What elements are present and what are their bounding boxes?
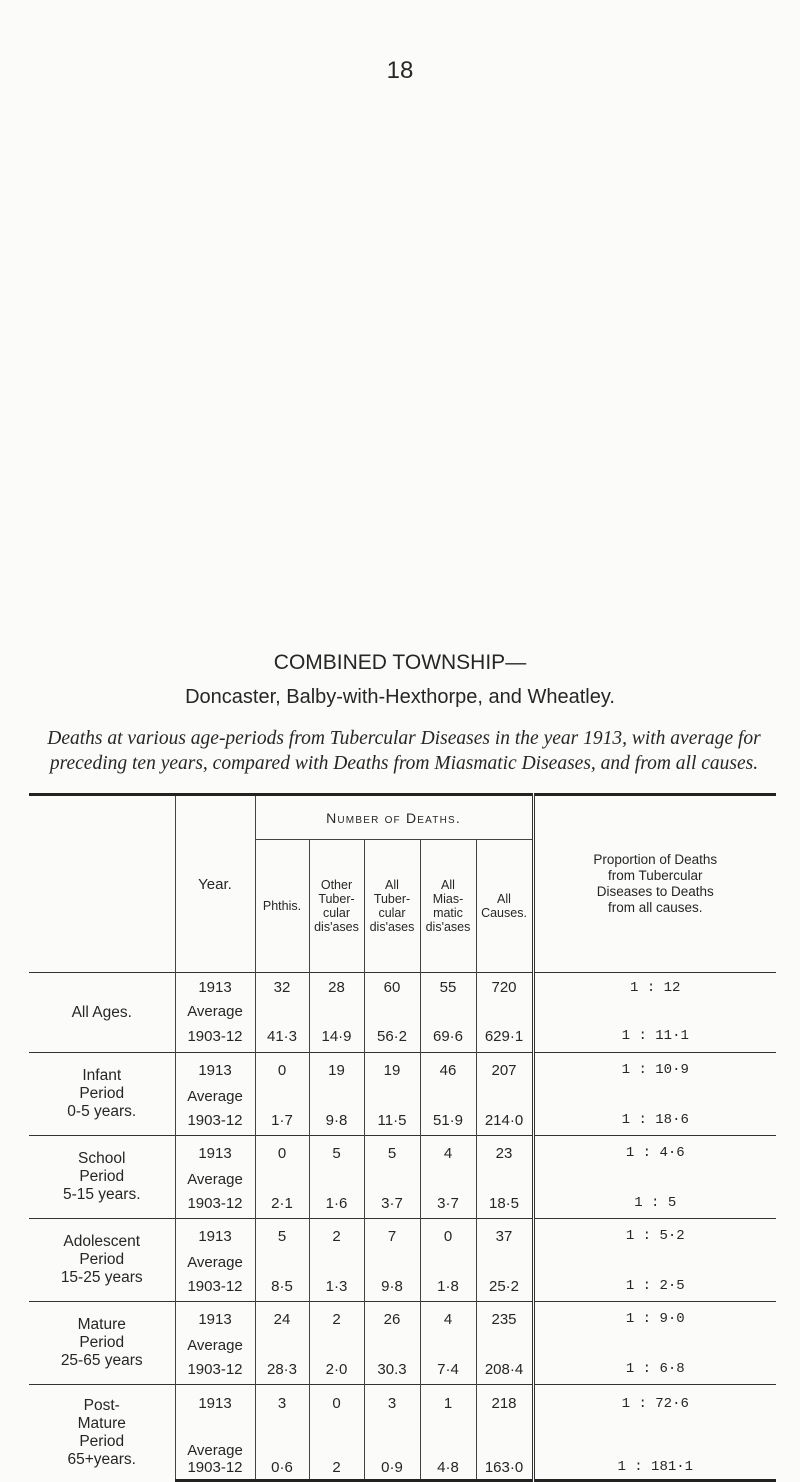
heading-districts: Doncaster, Balby-with-Hexthorpe, and Wheatley.	[185, 686, 615, 708]
table-row: Adolescent Period 15-25 years 1913 5 2 7 0 37 1 : 5·2	[29, 1219, 776, 1254]
table-row: 1903-12 2·1 1·6 3·7 3·7 18·5 1 : 5	[29, 1189, 776, 1219]
table-row: All Ages. 1913 32 28 60 55 720 1 : 12	[29, 973, 776, 1003]
group-label-mature: Mature Period 25-65 years	[29, 1302, 175, 1385]
table-row: 1903-12 41·3 14·9 56·2 69·6 629·1 1 : 11·1	[29, 1021, 776, 1053]
table-row: 1903-12 1·7 9·8 11·5 51·9 214·0 1 : 18·6	[29, 1106, 776, 1136]
group-label-school: School Period 5-15 years.	[29, 1136, 175, 1219]
table-row: 1903-12 8·5 1·3 9·8 1·8 25·2 1 : 2·5	[29, 1272, 776, 1302]
heading-township: COMBINED TOWNSHIP—	[273, 651, 527, 674]
table-row: School Period 5-15 years. 1913 0 5 5 4 23 1 : 4·6	[29, 1136, 776, 1171]
group-label-adolescent: Adolescent Period 15-25 years	[29, 1219, 175, 1302]
table-row: Mature Period 25-65 years 1913 24 2 26 4 235 1 : 9·0	[29, 1302, 776, 1337]
heading-description: Deaths at various age-periods from Tubercular Diseases in the year 1913, with average for preceding ten years, compared with Deaths from Miasmatic Diseases, and from all causes.	[47, 728, 761, 774]
group-label-post-mature: Post- Mature Period 65+years.	[29, 1385, 175, 1481]
header-year: Year.	[175, 795, 255, 973]
deaths-table: Year. Number of Deaths. Proportion of Deaths from Tubercular Diseases to Deaths from all causes. Phthis. Other Tuber- cular dis'ases All Tuber- cular dis'ases All Mias- matic dis'ases All Causes. All Ages. 1913 32 28 60 55 720 1 : 12 Average 1903-12 41·3 14·9 56·2 69·6 629·1 1 : 11·1 Infant Period 0-5 years. 1913 0 19 19 46 207 1 : 10·9 Average 1903-12 1·7 9·8 11·5 51·9 214·0 1 : 18·6 School Period 5-15 years. 1913 0 5 5 4 23 1 : 4·6 Average 1903-12 2·1 1·6 3·7 3·7 18·5 1 : 5 Adolescent Period 15-25 years 1913 5 2 7 0 37 1 : 5·2 Average 1903-12 8·5 1·3 9·8 1·8 25·2 1 : 2·5 Mature Period 25-65 years 1913 24 2 26 4 235 1 : 9·0 Average 1903-12 28·3 2·0 30.3 7·4 208·4 1 : 6·8 Post- Mature Period 65+years. 1913 3 0 3 1 218 1 : 72·6 Average 1903-12 0·6 2 0·9 4·8 163·0 1 : 181·1	[29, 793, 776, 1482]
table-row: 1903-12 28·3 2·0 30.3 7·4 208·4 1 : 6·8	[29, 1355, 776, 1385]
header-other-tubercular: Other Tuber- cular dis'ases	[309, 840, 364, 973]
header-proportion: Proportion of Deaths from Tubercular Diseases to Deaths from all causes.	[593, 852, 718, 915]
group-label-infant: Infant Period 0-5 years.	[29, 1053, 175, 1136]
table-row: 1903-12 0·6 2 0·9 4·8 163·0 1 : 181·1	[29, 1459, 776, 1481]
page-number: 18	[386, 57, 414, 84]
header-all-causes: All Causes.	[476, 840, 533, 973]
group-label-all-ages: All Ages.	[29, 973, 175, 1053]
header-all-miasmatic: All Mias- matic dis'ases	[420, 840, 476, 973]
header-number-of-deaths: Number of Deaths.	[255, 795, 533, 840]
header-phthis: Phthis.	[255, 840, 309, 973]
table-row: Post- Mature Period 65+years. 1913 3 0 3 1 218 1 : 72·6	[29, 1385, 776, 1423]
header-all-tubercular: All Tuber- cular dis'ases	[364, 840, 420, 973]
table-row: Infant Period 0-5 years. 1913 0 19 19 46 207 1 : 10·9	[29, 1053, 776, 1088]
